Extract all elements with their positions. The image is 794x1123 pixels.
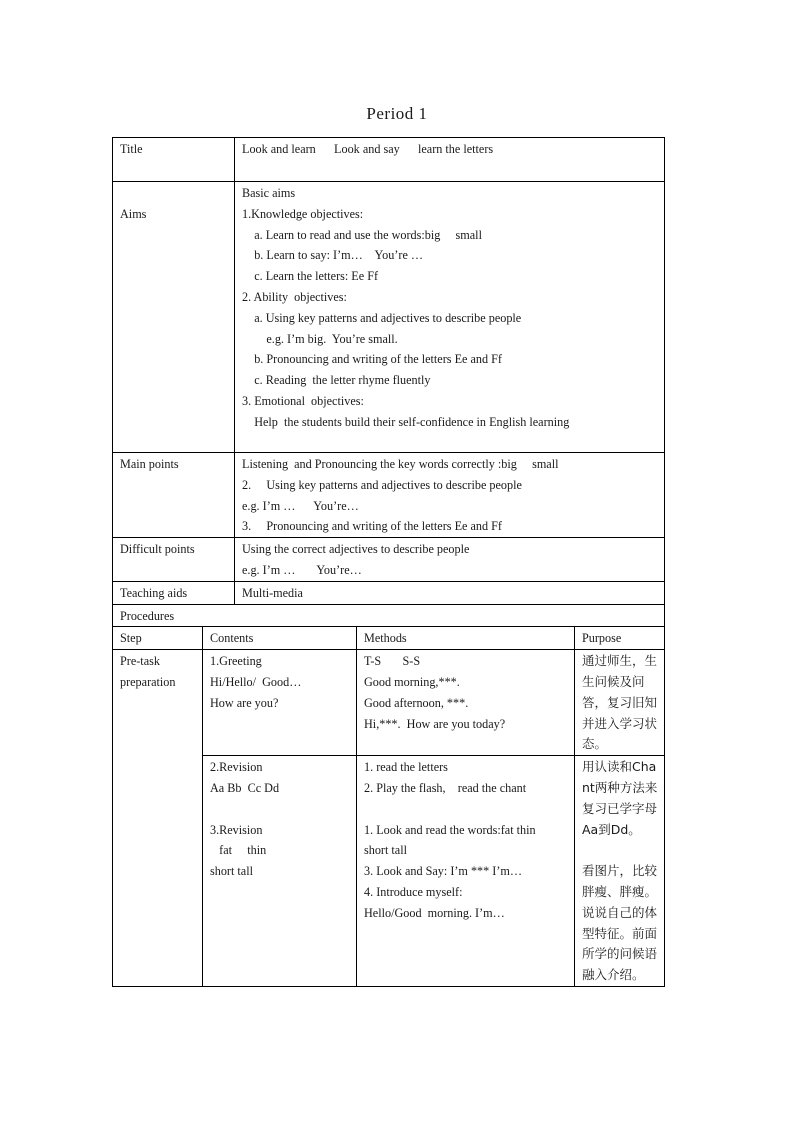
procedures-label: Procedures <box>113 604 665 627</box>
page-title: Period 1 <box>366 104 428 123</box>
row-procedures <box>113 604 665 627</box>
row-aims <box>113 182 665 453</box>
main-points-label: Main points <box>113 453 235 538</box>
contents-line: How are you? <box>210 695 279 710</box>
row-difficult-points <box>113 538 665 582</box>
title-value: Look and learn Look and say learn the letters <box>235 138 665 182</box>
header-step: Step <box>113 627 203 650</box>
contents-line: 3.Revision <box>210 822 263 837</box>
aims-line: c. Reading the letter rhyme fluently <box>242 373 431 388</box>
revision-methods <box>357 756 575 987</box>
methods-line: Good morning,***. <box>364 674 460 689</box>
methods-line: 3. Look and Say: I’m *** I’m… <box>364 864 523 879</box>
header-contents: Contents <box>203 627 357 650</box>
contents-line: Hi/Hello/ Good… <box>210 674 302 689</box>
difficult-points-content <box>235 538 665 582</box>
contents-line: fat thin <box>210 843 267 858</box>
main-points-content <box>235 453 665 538</box>
methods-line: 4. Introduce myself: <box>364 884 463 899</box>
methods-line: Hi,***. How are you today? <box>364 716 506 731</box>
methods-line: short tall <box>364 843 407 858</box>
main-points-line: e.g. I’m … You’re… <box>242 498 359 513</box>
row-main-points <box>113 453 665 538</box>
contents-line: 2.Revision <box>210 760 263 775</box>
methods-line: Hello/Good morning. I’m… <box>364 905 505 920</box>
aims-line: Help the students build their self-confidence in English learning <box>242 414 570 429</box>
step-line: preparation <box>120 674 176 689</box>
aims-line: b. Learn to say: I’m… You’re … <box>242 248 424 263</box>
aims-line: a. Learn to read and use the words:big small <box>242 227 482 242</box>
step-line: Pre-task <box>120 654 160 669</box>
methods-line: 2. Play the flash, read the chant <box>364 780 527 795</box>
row-title <box>113 138 665 182</box>
header-purpose: Purpose <box>575 627 665 650</box>
contents-line: Aa Bb Cc Dd <box>210 780 280 795</box>
title-label: Title <box>113 138 235 182</box>
aims-line: 1.Knowledge objectives: <box>242 206 364 221</box>
contents-line: short tall <box>210 864 253 879</box>
difficult-points-line: e.g. I’m … You’re… <box>242 562 362 577</box>
methods-line: Good afternoon, ***. <box>364 695 469 710</box>
aims-line: a. Using key patterns and adjectives to describe people <box>242 310 522 325</box>
aims-line: Basic aims <box>242 186 296 200</box>
main-points-line: 2. Using key patterns and adjectives to describe people <box>242 477 522 492</box>
difficult-points-line: Using the correct adjectives to describe people <box>242 542 470 557</box>
purpose-text: 看图片，比较胖瘦、胖瘦。说说自己的体型特征。前面所学的问候语融入介绍。 <box>582 863 658 983</box>
purpose-text: 用认读和Chant两种方法来复习已学字母Aa到Dd。 <box>582 759 658 837</box>
aims-line: e.g. I’m big. You’re small. <box>242 331 398 346</box>
aims-content <box>235 182 665 453</box>
step-pretask <box>113 650 203 987</box>
teaching-aids-value: Multi-media <box>235 581 665 604</box>
row-teaching-aids <box>113 581 665 604</box>
revision-contents <box>203 756 357 987</box>
contents-line: 1.Greeting <box>210 654 262 669</box>
aims-line: 3. Emotional objectives: <box>242 393 364 408</box>
teaching-aids-label: Teaching aids <box>113 581 235 604</box>
main-points-line: 3. Pronouncing and writing of the letters Ee and Ff <box>242 519 502 534</box>
main-points-line: Listening and Pronouncing the key words correctly :big small <box>242 457 559 471</box>
methods-line: 1. Look and read the words:fat thin <box>364 822 536 837</box>
greeting-purpose: 通过师生，生生问候及问答，复习旧知并进入学习状态。 <box>575 650 665 756</box>
aims-line: 2. Ability objectives: <box>242 289 347 304</box>
methods-line: 1. read the letters <box>364 760 448 775</box>
aims-label: Aims <box>113 182 235 453</box>
difficult-points-label: Difficult points <box>113 538 235 582</box>
aims-line: c. Learn the letters: Ee Ff <box>242 269 379 284</box>
header-methods: Methods <box>357 627 575 650</box>
revision-purpose <box>575 756 665 987</box>
lesson-plan-table <box>112 137 665 987</box>
row-greeting <box>113 650 665 756</box>
methods-line: T-S S-S <box>364 654 421 669</box>
row-procedure-headers <box>113 627 665 650</box>
greeting-methods <box>357 650 575 756</box>
greeting-contents <box>203 650 357 756</box>
aims-line: b. Pronouncing and writing of the letters Ee and Ff <box>242 352 502 367</box>
